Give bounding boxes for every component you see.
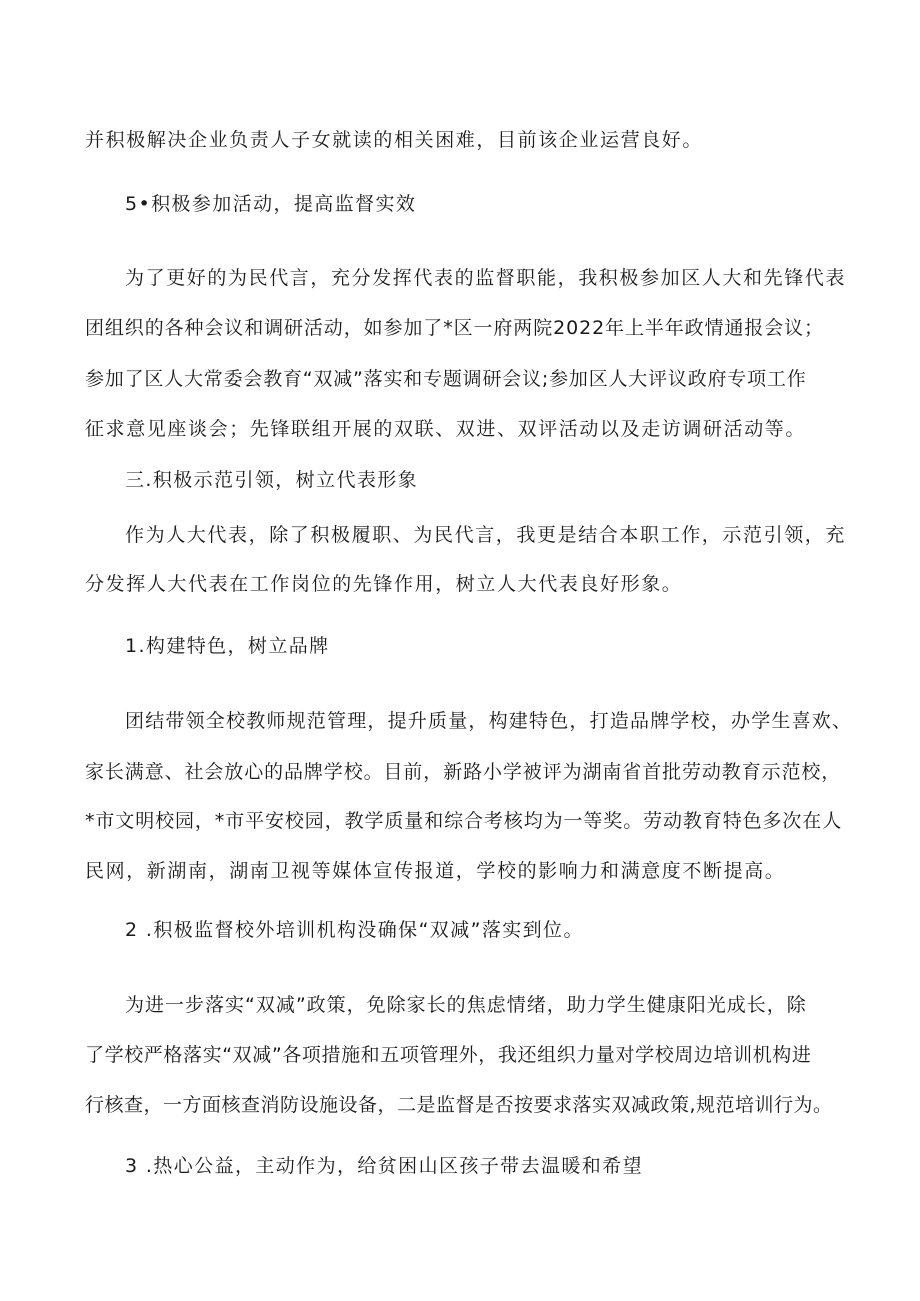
body-line: 家长满意、社会放心的品牌学校。目前，新路小学被评为湖南省首批劳动教育示范校，	[85, 761, 842, 783]
section-heading: 3 .热心公益，主动作为，给贫困山区孩子带去温暖和希望	[125, 1155, 643, 1177]
body-line: 行核查，一方面核查消防设施设备，二是监督是否按要求落实双减政策,规范培训行为。	[85, 1094, 833, 1116]
body-line: 为了更好的为民代言，充分发挥代表的监督职能，我积极参加区人大和先锋代表	[125, 267, 847, 289]
section-heading: 三.积极示范引领，树立代表形象	[125, 469, 419, 491]
body-line: 征求意见座谈会；先锋联组开展的双联、双进、双评活动以及走访调研活动等。	[85, 418, 807, 440]
section-heading: 2 .积极监督校外培训机构没确保“双减”落实到位。	[125, 919, 584, 941]
body-line: 团组织的各种会议和调研活动，如参加了*区一府两院2022年上半年政情通报会议；	[85, 317, 824, 339]
body-line: 参加了区人大常委会教育“双减”落实和专题调研会议;参加区人大评议政府专项工作	[85, 368, 807, 390]
body-line: 了学校严格落实“双减”各项措施和五项管理外，我还组织力量对学校周边培训机构进	[85, 1044, 812, 1066]
body-line: 民网，新湖南，湖南卫视等媒体宣传报道，学校的影响力和满意度不断提高。	[85, 860, 786, 882]
body-line: 团结带领全校教师规范管理，提升质量，构建特色，打造品牌学校，办学生喜欢、	[125, 710, 853, 732]
body-line: 分发挥人大代表在工作岗位的先锋作用，树立人大代表良好形象。	[85, 573, 683, 595]
section-heading: 5•积极参加活动，提高监督实效	[125, 193, 417, 215]
section-heading: 1.构建特色，树立品牌	[125, 635, 330, 657]
body-line: 并积极解决企业负责人子女就读的相关困难，目前该企业运营良好。	[85, 129, 704, 151]
body-line: *市文明校园，*市平安校园，教学质量和综合考核均为一等奖。劳动教育特色多次在人	[85, 810, 843, 832]
body-line: 作为人大代表，除了积极履职、为民代言，我更是结合本职工作，示范引领，充	[125, 524, 847, 546]
body-line: 为进一步落实“双减”政策，免除家长的焦虑情绪，助力学生健康阳光成长，除	[125, 994, 807, 1016]
